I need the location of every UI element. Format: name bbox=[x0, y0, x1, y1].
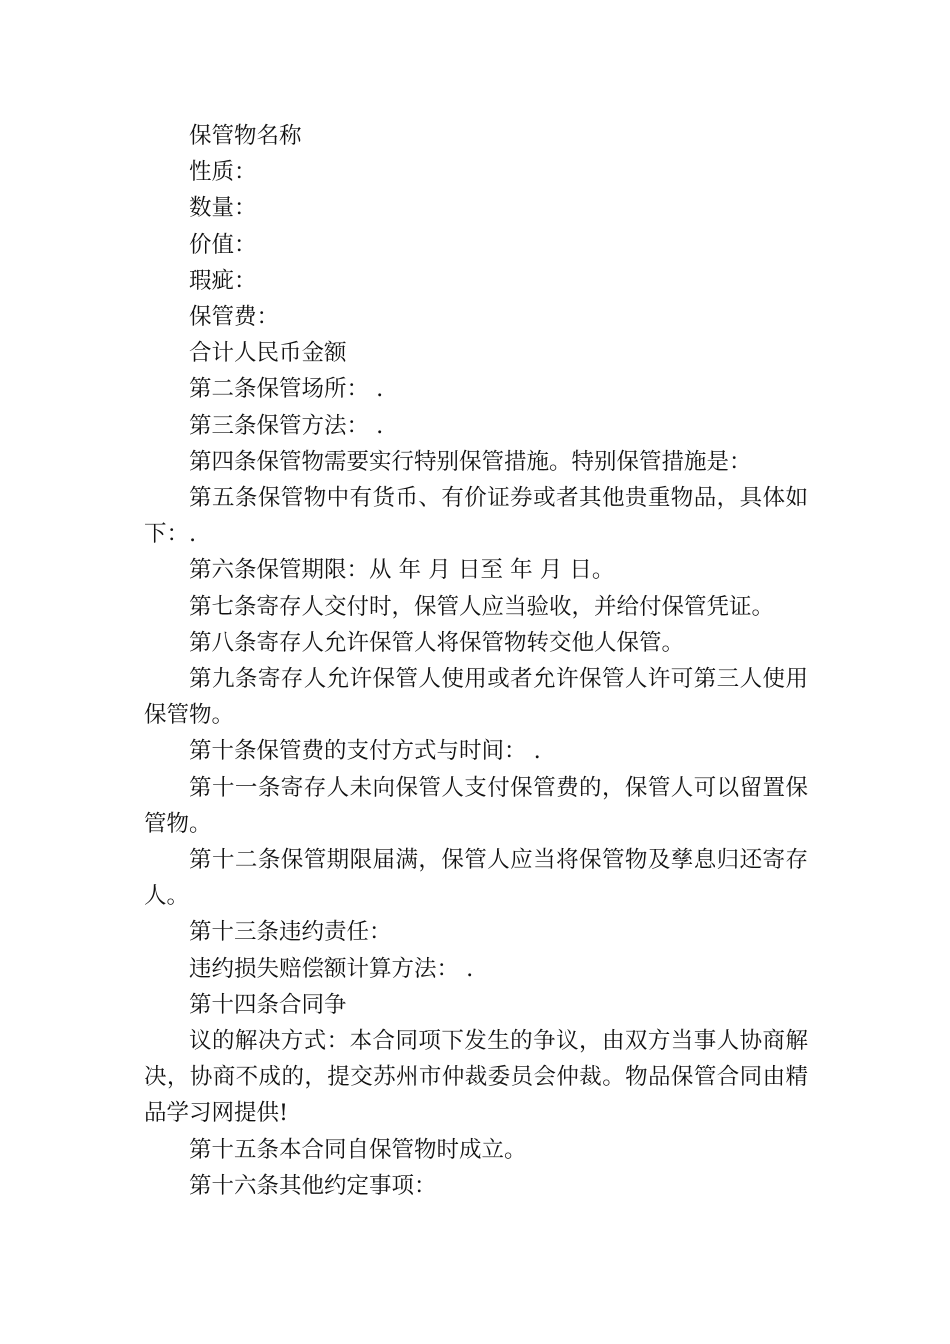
paragraph-article-4: 第四条保管物需要实行特别保管措施。特别保管措施是： bbox=[189, 448, 752, 475]
paragraph-storage-fee: 保管费： bbox=[189, 304, 280, 331]
paragraph-article-11: 第十一条寄存人未向保管人支付保管费的，保管人可以留置保管物。 bbox=[144, 774, 808, 837]
paragraph-article-8: 第八条寄存人允许保管人将保管物转交他人保管。 bbox=[189, 629, 685, 656]
paragraph-article-9: 第九条寄存人允许保管人使用或者允许保管人许可第三人使用保管物。 bbox=[144, 666, 808, 729]
paragraph-article-6: 第六条保管期限：从 年 月 日至 年 月 日。 bbox=[189, 557, 615, 584]
paragraph-article-7: 第七条寄存人交付时，保管人应当验收，并给付保管凭证。 bbox=[189, 593, 775, 620]
paragraph-article-16: 第十六条其他约定事项： bbox=[189, 1172, 437, 1199]
paragraph-defects: 瑕疵： bbox=[189, 267, 257, 294]
paragraph-article-3: 第三条保管方法： . bbox=[189, 412, 384, 439]
paragraph-nature: 性质： bbox=[189, 159, 257, 186]
paragraph-value: 价值： bbox=[189, 231, 257, 258]
document-body bbox=[144, 118, 808, 1204]
paragraph-damages-method: 违约损失赔偿额计算方法： . bbox=[189, 955, 474, 982]
paragraph-total-amount: 合计人民币金额 bbox=[189, 340, 347, 367]
paragraph-quantity: 数量： bbox=[189, 195, 257, 222]
paragraph-article-10: 第十条保管费的支付方式与时间： . bbox=[189, 738, 541, 765]
paragraph-item-name: 保管物名称 bbox=[189, 123, 302, 149]
paragraph-article-13: 第十三条违约责任： bbox=[189, 919, 392, 946]
paragraph-article-5: 第五条保管物中有货币、有价证券或者其他贵重物品，具体如下：. bbox=[144, 485, 808, 548]
paragraph-article-12: 第十二条保管期限届满，保管人应当将保管物及孳息归还寄存人。 bbox=[144, 847, 808, 910]
paragraph-article-14: 第十四条合同争 bbox=[189, 991, 347, 1018]
paragraph-article-15: 第十五条本合同自保管物时成立。 bbox=[189, 1136, 527, 1163]
paragraph-dispute-resolution: 议的解决方式：本合同项下发生的争议，由双方当事人协商解决，协商不成的，提交苏州市仲裁委员会仲裁。物品保管合同由精品学习网提供! bbox=[144, 1028, 808, 1127]
paragraph-article-2: 第二条保管场所： . bbox=[189, 376, 384, 403]
